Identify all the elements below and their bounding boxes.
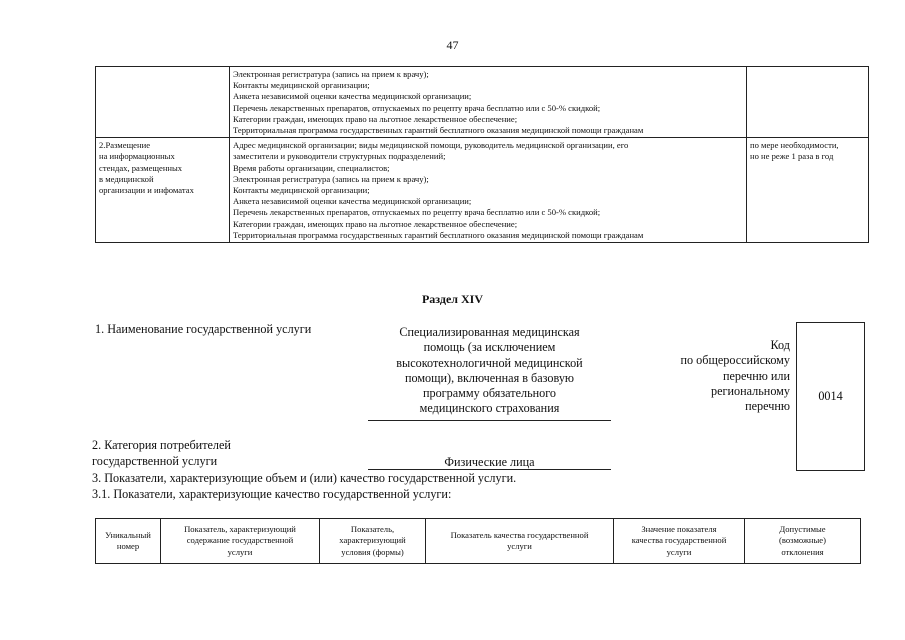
list-item: Анкета независимой оценки качества медицинской организации; xyxy=(233,91,472,102)
service-underline xyxy=(368,420,611,421)
column-header xyxy=(96,519,161,564)
column-header-line: условия (формы) xyxy=(341,546,404,557)
code-label-line: по общероссийскому xyxy=(680,353,790,368)
column-header-line: Показатель качества государственной xyxy=(450,529,589,540)
service-name-line: высокотехнологичной медицинской xyxy=(396,355,583,370)
column-header-line: Допустимые xyxy=(779,524,826,535)
column-header-line: услуги xyxy=(227,546,253,557)
table-cell xyxy=(230,138,747,243)
column-header-line: услуги xyxy=(666,546,692,557)
list-item: 2.Размещение xyxy=(99,140,151,151)
column-header-line: Значение показателя xyxy=(641,524,717,535)
column-header-line: Показатель, характеризующий xyxy=(184,524,296,535)
quality-table xyxy=(95,518,861,564)
service-name-line: помощи), включенная в базовую xyxy=(404,370,575,385)
page-number: 47 xyxy=(446,38,459,52)
column-header-line: номер xyxy=(116,541,140,551)
code-label-line: региональному xyxy=(711,383,790,398)
category-label xyxy=(92,438,231,469)
category-label-line: государственной услуги xyxy=(92,453,218,468)
service-label: 1. Наименование государственной услуги xyxy=(95,322,312,336)
list-item: Перечень лекарственных препаратов, отпускаемых по рецепту врача бесплатно или с 50-% скидкой; xyxy=(233,207,601,218)
table-cell xyxy=(747,138,869,243)
category-underline xyxy=(368,469,611,470)
column-header xyxy=(320,519,426,564)
code-box xyxy=(796,322,865,471)
code-label xyxy=(640,338,790,414)
list-item: Контакты медицинской организации; xyxy=(233,185,370,196)
list-item: Время работы организации, специалистов; xyxy=(233,162,390,173)
table-header-row xyxy=(96,519,861,564)
column-header-line: Уникальный xyxy=(105,529,151,540)
column-header-line: содержание государственной xyxy=(186,535,294,546)
table-row xyxy=(96,67,869,138)
list-item: Территориальная программа государственных гарантий бесплатного оказания медицинской помощи гражданам xyxy=(233,229,644,240)
code-label-line: перечню xyxy=(745,399,790,414)
list-item: Контакты медицинской организации; xyxy=(233,80,370,91)
table-row xyxy=(96,138,869,243)
indicators-heading: 3. Показатели, характеризующие объем и (или) качество государственной услуги. xyxy=(92,471,517,485)
list-item: по мере необходимости, xyxy=(750,140,839,151)
column-header xyxy=(161,519,320,564)
service-name-line: программу обязательного xyxy=(422,386,557,401)
list-item: Электронная регистратура (запись на прием к врачу); xyxy=(233,69,429,79)
table-cell xyxy=(96,67,230,138)
category-value: Физические лица xyxy=(444,455,535,469)
list-item: Категории граждан, имеющих право на льготное лекарственное обеспечение; xyxy=(233,218,518,229)
list-item: но не реже 1 раза в год xyxy=(750,151,834,162)
column-header xyxy=(745,519,861,564)
list-item: Анкета независимой оценки качества медицинской организации; xyxy=(233,196,472,207)
section-title: Раздел XIV xyxy=(421,292,484,306)
service-name-line: медицинского страхования xyxy=(419,401,560,416)
list-item: на информационных xyxy=(99,151,175,162)
column-header xyxy=(426,519,614,564)
table-cell xyxy=(96,138,230,243)
column-header-line: качества государственной xyxy=(631,535,727,546)
column-header-line: услуги xyxy=(507,541,532,551)
list-item: организации и инфоматах xyxy=(99,185,194,196)
column-header-line: характеризующий xyxy=(339,535,406,546)
quality-heading: 3.1. Показатели, характеризующие качество государственной услуги: xyxy=(92,487,452,501)
list-item: Категории граждан, имеющих право на льготное лекарственное обеспечение; xyxy=(233,113,518,124)
column-header-line: отклонения xyxy=(781,546,824,557)
column-header xyxy=(614,519,745,564)
list-item: Адрес медицинской организации; виды медицинской помощи, руководитель медицинской организации, его xyxy=(233,140,629,151)
table-cell xyxy=(747,67,869,138)
column-header-line: Показатель, xyxy=(350,524,395,535)
code-label-line: Код xyxy=(770,338,790,352)
list-item: стендах, размещенных xyxy=(99,162,183,173)
service-name-line: Специализированная медицинская xyxy=(399,325,580,339)
column-header-line: (возможные) xyxy=(779,535,826,546)
service-name-line: помощь (за исключением xyxy=(423,340,556,355)
list-item: Перечень лекарственных препаратов, отпускаемых по рецепту врача бесплатно или с 50-% скидкой; xyxy=(233,102,601,113)
code-value: 0014 xyxy=(818,389,843,403)
list-item: Электронная регистратура (запись на прием к врачу); xyxy=(233,173,429,184)
list-item: Территориальная программа государственных гарантий бесплатного оказания медицинской помощи гражданам xyxy=(233,125,644,136)
category-label-line: 2. Категория потребителей xyxy=(92,438,231,452)
top-table xyxy=(95,66,869,243)
list-item: в медицинской xyxy=(99,173,154,184)
service-name xyxy=(368,325,611,417)
list-item: заместители и руководители структурных подразделений; xyxy=(233,151,446,162)
code-label-line: перечню или xyxy=(722,368,790,383)
table-cell xyxy=(230,67,747,138)
